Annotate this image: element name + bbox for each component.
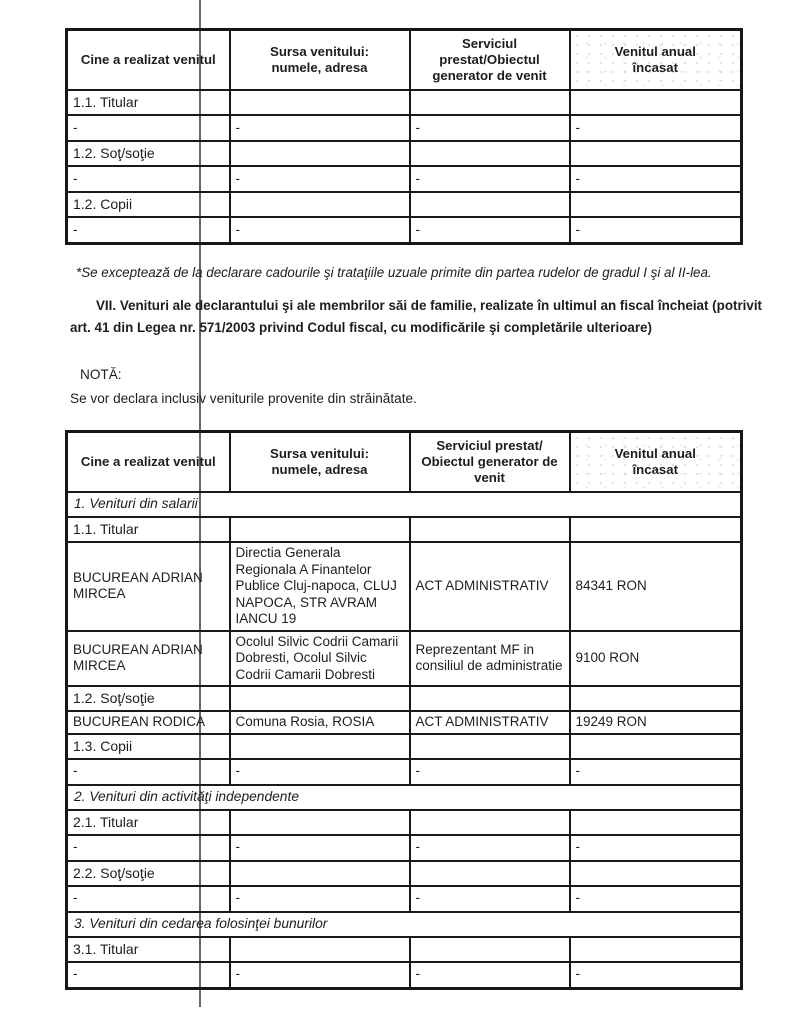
section-row-label: 2. Venituri din activităţi independente (67, 785, 742, 810)
table-row-label (67, 192, 742, 217)
cell-income: 19249 RON (570, 711, 742, 734)
cell-who: 1.3. Copii (67, 734, 230, 759)
exception-note: *Se exceptează de la declarare cadourile şi trataţiile uzuale primite din partea rudelor de gradul I şi al II-lea. (76, 265, 712, 280)
cell-source: - (230, 962, 410, 989)
cell-income: - (570, 217, 742, 244)
cell-who: BUCUREAN ADRIAN MIRCEA (67, 631, 230, 687)
cell-who: BUCUREAN ADRIAN MIRCEA (67, 542, 230, 631)
table-row-data (67, 542, 742, 631)
cell-who: - (67, 835, 230, 861)
cell-income: - (570, 759, 742, 785)
cell-income (570, 686, 742, 711)
cell-source (230, 90, 410, 115)
cell-source (230, 517, 410, 542)
table-header-row (67, 432, 742, 493)
nota-label: NOTĂ: (80, 367, 122, 382)
cell-source (230, 192, 410, 217)
section-vii-income-table (65, 430, 743, 990)
cell-service: - (410, 217, 570, 244)
cell-source: - (230, 835, 410, 861)
table-row-label (67, 517, 742, 542)
cell-service (410, 861, 570, 886)
cell-service (410, 810, 570, 835)
table-row-dash (67, 886, 742, 912)
header-cell-income: Venitul anual încasat (570, 30, 742, 91)
header-cell-who: Cine a realizat venitul (67, 30, 230, 91)
header-cell-service: Serviciul prestat/ Obiectul generator de venit (410, 432, 570, 493)
nota-text: Se vor declara inclusiv veniturile provenite din străinătate. (70, 391, 417, 406)
cell-source: - (230, 886, 410, 912)
cell-source: Ocolul Silvic Codrii Camarii Dobresti, Ocolul Silvic Codrii Camarii Dobresti (230, 631, 410, 687)
cell-source: Directia Generala Regionala A Finantelor Publice Cluj-napoca, CLUJ NAPOCA, STR AVRAM IANCU 19 (230, 542, 410, 631)
cell-who: 3.1. Titular (67, 937, 230, 962)
cell-income (570, 517, 742, 542)
cell-income (570, 141, 742, 166)
section-row-label: 1. Venituri din salarii (67, 492, 742, 517)
cell-who: 2.2. Soţ/soţie (67, 861, 230, 886)
cell-who: 1.2. Soţ/soţie (67, 141, 230, 166)
cell-who: - (67, 217, 230, 244)
header-cell-source: Sursa venitului: numele, adresa (230, 30, 410, 91)
cell-who: 1.1. Titular (67, 90, 230, 115)
table-row-label (67, 734, 742, 759)
table-row-label (67, 937, 742, 962)
table-row-dash (67, 835, 742, 861)
cell-service: - (410, 115, 570, 141)
header-cell-who: Cine a realizat venitul (67, 432, 230, 493)
cell-who: 1.2. Copii (67, 192, 230, 217)
cell-source (230, 734, 410, 759)
table-row-label (67, 861, 742, 886)
cell-service (410, 90, 570, 115)
cell-who: 1.2. Soţ/soţie (67, 686, 230, 711)
table-row-section (67, 785, 742, 810)
cell-income: 84341 RON (570, 542, 742, 631)
cell-service: Reprezentant MF in consiliul de administratie (410, 631, 570, 687)
cell-service (410, 192, 570, 217)
cell-income (570, 810, 742, 835)
table-row-dash (67, 166, 742, 192)
cell-source: Comuna Rosia, ROSIA (230, 711, 410, 734)
cell-who: - (67, 166, 230, 192)
cell-service: - (410, 759, 570, 785)
cell-income (570, 861, 742, 886)
cell-income (570, 192, 742, 217)
cell-income (570, 734, 742, 759)
header-cell-service: Serviciul prestat/Obiectul generator de venit (410, 30, 570, 91)
cell-source (230, 861, 410, 886)
cell-service: - (410, 962, 570, 989)
cell-service (410, 734, 570, 759)
cell-income: - (570, 166, 742, 192)
cell-source: - (230, 217, 410, 244)
cell-who: BUCUREAN RODICA (67, 711, 230, 734)
cell-income: - (570, 115, 742, 141)
cell-service: - (410, 835, 570, 861)
nota-block (70, 363, 770, 411)
cell-income (570, 90, 742, 115)
cell-income: - (570, 962, 742, 989)
cell-service: ACT ADMINISTRATIV (410, 542, 570, 631)
cell-service (410, 517, 570, 542)
cell-who: - (67, 759, 230, 785)
cell-income: - (570, 886, 742, 912)
cell-who: - (67, 962, 230, 989)
cell-source (230, 686, 410, 711)
cell-who: - (67, 115, 230, 141)
cell-source: - (230, 115, 410, 141)
table-header-row (67, 30, 742, 91)
section-vii-heading: VII. Venituri ale declarantului şi ale membrilor săi de familie, realizate în ultimul an fiscal încheiat (potrivit art. 41 din Legea nr. 571/2003 privind Codul fiscal, cu modificările şi completările ulterioare) (70, 298, 763, 335)
cell-service: - (410, 886, 570, 912)
table-row-data (67, 631, 742, 687)
cell-service: - (410, 166, 570, 192)
table-row-label (67, 810, 742, 835)
cell-income (570, 937, 742, 962)
cell-service (410, 937, 570, 962)
cell-income: 9100 RON (570, 631, 742, 687)
header-cell-source: Sursa venitului: numele, adresa (230, 432, 410, 493)
table-row-section (67, 492, 742, 517)
table-row-data (67, 711, 742, 734)
cell-who: - (67, 886, 230, 912)
cell-who: 2.1. Titular (67, 810, 230, 835)
table-row-dash (67, 217, 742, 244)
table-row-label (67, 686, 742, 711)
cell-who: 1.1. Titular (67, 517, 230, 542)
table-row-dash (67, 962, 742, 989)
section-row-label: 3. Venituri din cedarea folosinţei bunurilor (67, 912, 742, 937)
cell-source: - (230, 166, 410, 192)
table-row-dash (67, 759, 742, 785)
cell-service (410, 141, 570, 166)
cell-source (230, 937, 410, 962)
cell-source: - (230, 759, 410, 785)
cell-source (230, 141, 410, 166)
top-income-table (65, 28, 743, 245)
cell-source (230, 810, 410, 835)
cell-income: - (570, 835, 742, 861)
table-row-section (67, 912, 742, 937)
table-row-dash (67, 115, 742, 141)
header-cell-income: Venitul anual încasat (570, 432, 742, 493)
table-row-label (67, 141, 742, 166)
cell-service: ACT ADMINISTRATIV (410, 711, 570, 734)
cell-service (410, 686, 570, 711)
table-row-label (67, 90, 742, 115)
